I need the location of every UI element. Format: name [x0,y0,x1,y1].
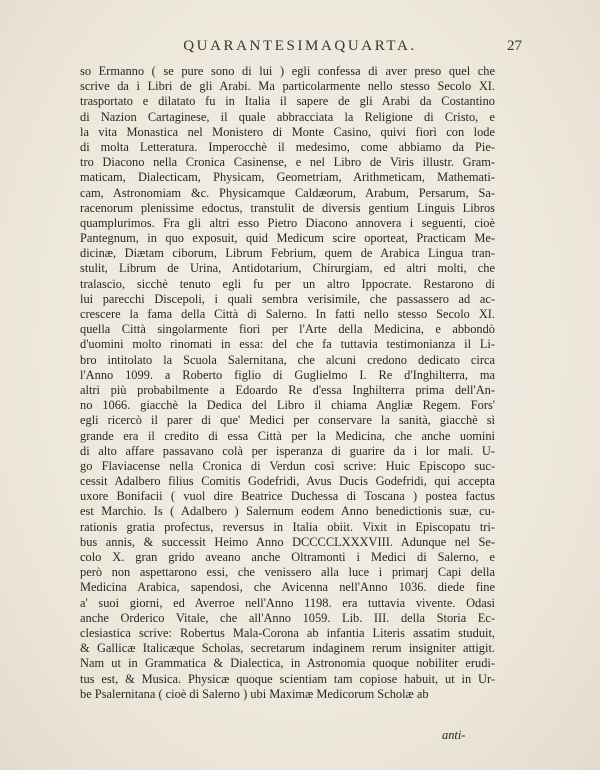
text-line: est Marchio. Is ( Adalbero ) Salernum eodem Anno benedictionis suæ, cu- [80,504,495,519]
text-line: anche Orderico Vitale, che all'Anno 1059. Lib. III. della Storia Ec- [80,610,495,625]
text-line: dicinæ, Diætam ciborum, Librum Febrium, quem de Arabica Lingua tran- [80,246,495,261]
text-line: maticam, Dialecticam, Physicam, Geometriam, Arithmeticam, Mathemati- [80,170,495,185]
text-line: quella Città singolarmente fiorì per l'Arte della Medicina, e abbondò [80,322,495,337]
text-line: trasportato e dilatato fu in Italia il sapere de gli Arabi da Costantino [80,94,495,109]
text-line: l'Anno 1099. a Roberto figlio di Guglielmo I. Re d'Inghilterra, ma [80,367,495,382]
text-line: Medicina Arabica, sapendosi, che Avicenna nell'Anno 1036. diede fine [80,580,495,595]
text-line: tus est, & Musica. Physicæ quoque scientiam tam copiose habuit, ut in Ur- [80,671,495,686]
text-line: tralascio, sicchè tenuto egli fu per un altro Ippocrate. Restarono di [80,276,495,291]
text-line: crescere la fama della Città di Salerno. In fatti nello stesso Secolo XI. [80,307,495,321]
text-line: rationis gratia profectus, reversus in Italia obiit. Vixit in Episcopatu tri- [80,519,495,534]
text-line: Nam ut in Grammatica & Dialectica, in Astronomia quoque nobiliter erudi- [80,656,495,671]
text-line: lui parecchi Discepoli, i quali sembra verisimile, che passassero ad ac- [80,291,495,306]
text-line: tro Diacono nella Cronica Casinense, e nel Libro de Viris illustr. Gram- [80,155,495,170]
text-line: di alto affare passavano colà per isperanza di guarire da i lor mali. U- [80,443,495,458]
body-text [80,64,495,702]
text-line: a' suoi giorni, ed Averroe nell'Anno 1198. era tuttavia vivente. Odasi [80,595,495,610]
text-line: scrive da i Libri de gli Arabi. Ma particolarmente nello stesso Secolo XI. [80,79,495,94]
text-line: Pantegnum, in quo exposuit, quid Medicum scire oporteat, Practicam Me- [80,231,495,246]
text-line: uxore Bonifacii ( vuol dire Beatrice Duchessa di Toscana ) postea factus [80,489,495,504]
text-line: d'uomini molto rinomati in essa: del che fa tuttavia testimonianza il Li- [80,337,495,352]
catchword: anti- [442,728,466,742]
text-line: la vita Monastica nel Monistero di Monte Casino, quivi fiorì con lode [80,124,495,139]
text-line: però non aspettarono essi, che venissero alla luce i primarj Capi della [80,565,495,580]
text-line: stulit, Librum de Urina, Antidotarium, Chirurgiam, ed altri molti, che [80,261,495,276]
text-line: & Gallicæ Italicæque Scholas, secretarum indaginem rerum insigniter attigit. [80,641,495,656]
text-line: bus annis, & successit Heimo Anno DCCCCLXXXVIII. Adunque nel Se- [80,534,495,549]
text-line: quamplurimos. Fra gli altri esso Pietro Diacono annovera i seguenti, cioè [80,215,495,230]
text-line: go Flaviacense nella Cronica di Verdun così scrive: Huic Episcopo suc- [80,458,495,473]
text-line: di molta Letteratura. Imperocchè il medesimo, come abbiamo da Pie- [80,139,495,154]
text-line: clesiastica scrive: Robertus Mala-Corona ab infantia Literis assatim studuit, [80,625,495,640]
text-line: racenorum plenissime edoctus, transtulit de diversis gentium Linguis Libros [80,200,495,215]
text-line: grande era il credito di essa Città per la Medicina, che anche uomini [80,428,495,443]
text-line: cessit Adalbero filius Comitis Godefridi, Avus Ducis Godefridi, qui accepta [80,474,495,489]
text-line: di Nazion Cartaginese, il quale abbracciata la Religione di Cristo, e [80,109,495,124]
running-title: QUARANTESIMAQUARTA. [183,38,417,54]
text-line: bro intitolato la Scuola Salernitana, che alcuni credono dedicato circa [80,352,495,367]
text-line: altri più probabilmente a Edoardo Re d'essa Inghilterra prima dell'An- [80,382,495,397]
text-line: egli ricercò il parer di que' Medici per conservare la sanità, giacchè sì [80,413,495,428]
page-number: 27 [507,38,522,54]
text-line: so Ermanno ( se pure sono di lui ) egli confessa di aver preso quel che [80,64,495,78]
text-line: colo X. gran grido aveano anche Oltramonti i Medici di Salerno, e [80,550,495,564]
text-line: no 1066. giacchè la Dedica del Libro il chiama Angliæ Regem. Fors' [80,398,495,413]
page-header [0,38,600,60]
text-line: be Psalernitana ( cioè di Salerno ) ubi Maximæ Medicorum Scholæ ab [80,686,429,701]
text-line: cam, Astronomiam &c. Physicamque Caldæorum, Arabum, Persarum, Sa- [80,185,495,200]
